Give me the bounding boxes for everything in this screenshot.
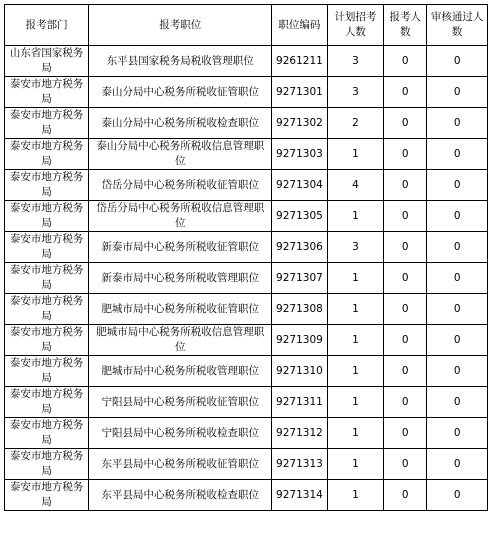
cell-dept: 泰安市地方税务局 xyxy=(5,263,89,294)
cell-applied: 0 xyxy=(384,387,427,418)
cell-passed: 0 xyxy=(427,480,488,511)
cell-dept: 泰安市地方税务局 xyxy=(5,387,89,418)
cell-applied: 0 xyxy=(384,108,427,139)
cell-dept: 泰安市地方税务局 xyxy=(5,418,89,449)
cell-applied: 0 xyxy=(384,263,427,294)
cell-position: 东平县局中心税务所税收检查职位 xyxy=(89,480,272,511)
cell-applied: 0 xyxy=(384,294,427,325)
cell-position: 东平县国家税务局税收管理职位 xyxy=(89,46,272,77)
cell-passed: 0 xyxy=(427,356,488,387)
cell-position: 肥城市局中心税务所税收征管职位 xyxy=(89,294,272,325)
cell-position: 宁阳县局中心税务所税收检查职位 xyxy=(89,418,272,449)
cell-dept: 泰安市地方税务局 xyxy=(5,449,89,480)
cell-plan: 3 xyxy=(327,77,384,108)
cell-code: 9271306 xyxy=(272,232,327,263)
cell-position: 肥城市局中心税务所税收管理职位 xyxy=(89,356,272,387)
table-row xyxy=(5,294,488,325)
cell-plan: 4 xyxy=(327,170,384,201)
cell-dept: 泰安市地方税务局 xyxy=(5,139,89,170)
cell-code: 9261211 xyxy=(272,46,327,77)
cell-passed: 0 xyxy=(427,77,488,108)
cell-applied: 0 xyxy=(384,77,427,108)
cell-code: 9271301 xyxy=(272,77,327,108)
cell-applied: 0 xyxy=(384,201,427,232)
cell-position: 岱岳分局中心税务所税收征管职位 xyxy=(89,170,272,201)
cell-plan: 3 xyxy=(327,46,384,77)
cell-code: 9271308 xyxy=(272,294,327,325)
cell-plan: 1 xyxy=(327,356,384,387)
table-header xyxy=(5,5,488,46)
cell-applied: 0 xyxy=(384,139,427,170)
cell-passed: 0 xyxy=(427,201,488,232)
cell-dept: 泰安市地方税务局 xyxy=(5,325,89,356)
table-row xyxy=(5,139,488,170)
cell-plan: 1 xyxy=(327,294,384,325)
recruitment-table xyxy=(4,4,488,511)
cell-applied: 0 xyxy=(384,480,427,511)
cell-position: 肥城市局中心税务所税收信息管理职位 xyxy=(89,325,272,356)
cell-passed: 0 xyxy=(427,418,488,449)
cell-code: 9271307 xyxy=(272,263,327,294)
table-row xyxy=(5,170,488,201)
table-row xyxy=(5,46,488,77)
cell-dept: 泰安市地方税务局 xyxy=(5,294,89,325)
cell-dept: 泰安市地方税务局 xyxy=(5,232,89,263)
cell-code: 9271304 xyxy=(272,170,327,201)
table-row xyxy=(5,108,488,139)
cell-plan: 1 xyxy=(327,139,384,170)
cell-dept: 泰安市地方税务局 xyxy=(5,77,89,108)
cell-position: 新泰市局中心税务所税收管理职位 xyxy=(89,263,272,294)
table-row xyxy=(5,480,488,511)
cell-plan: 1 xyxy=(327,325,384,356)
cell-position: 泰山分局中心税务所税收信息管理职位 xyxy=(89,139,272,170)
cell-position: 宁阳县局中心税务所税收征管职位 xyxy=(89,387,272,418)
cell-applied: 0 xyxy=(384,46,427,77)
cell-applied: 0 xyxy=(384,418,427,449)
table-row xyxy=(5,201,488,232)
table-row xyxy=(5,232,488,263)
cell-position: 新泰市局中心税务所税收征管职位 xyxy=(89,232,272,263)
cell-plan: 2 xyxy=(327,108,384,139)
cell-dept: 泰安市地方税务局 xyxy=(5,170,89,201)
header-applied: 报考人数 xyxy=(384,5,427,46)
cell-plan: 1 xyxy=(327,263,384,294)
header-plan: 计划招考人数 xyxy=(327,5,384,46)
cell-code: 9271302 xyxy=(272,108,327,139)
cell-code: 9271309 xyxy=(272,325,327,356)
header-row xyxy=(5,5,488,46)
cell-plan: 1 xyxy=(327,201,384,232)
cell-plan: 1 xyxy=(327,449,384,480)
cell-plan: 1 xyxy=(327,418,384,449)
cell-position: 东平县局中心税务所税收征管职位 xyxy=(89,449,272,480)
header-position: 报考职位 xyxy=(89,5,272,46)
table-row xyxy=(5,418,488,449)
cell-code: 9271311 xyxy=(272,387,327,418)
cell-code: 9271303 xyxy=(272,139,327,170)
cell-plan: 3 xyxy=(327,232,384,263)
cell-code: 9271305 xyxy=(272,201,327,232)
cell-applied: 0 xyxy=(384,170,427,201)
cell-passed: 0 xyxy=(427,232,488,263)
cell-dept: 泰安市地方税务局 xyxy=(5,356,89,387)
cell-applied: 0 xyxy=(384,449,427,480)
cell-code: 9271313 xyxy=(272,449,327,480)
cell-passed: 0 xyxy=(427,294,488,325)
table-row xyxy=(5,325,488,356)
cell-position: 岱岳分局中心税务所税收信息管理职位 xyxy=(89,201,272,232)
cell-plan: 1 xyxy=(327,480,384,511)
cell-applied: 0 xyxy=(384,325,427,356)
cell-dept: 山东省国家税务局 xyxy=(5,46,89,77)
cell-passed: 0 xyxy=(427,387,488,418)
cell-code: 9271314 xyxy=(272,480,327,511)
table-row xyxy=(5,387,488,418)
cell-passed: 0 xyxy=(427,46,488,77)
cell-dept: 泰安市地方税务局 xyxy=(5,108,89,139)
header-code: 职位编码 xyxy=(272,5,327,46)
table-body xyxy=(5,46,488,511)
cell-passed: 0 xyxy=(427,325,488,356)
cell-dept: 泰安市地方税务局 xyxy=(5,201,89,232)
table-row xyxy=(5,77,488,108)
cell-applied: 0 xyxy=(384,356,427,387)
header-dept: 报考部门 xyxy=(5,5,89,46)
header-passed: 审核通过人数 xyxy=(427,5,488,46)
table-row xyxy=(5,356,488,387)
cell-position: 泰山分局中心税务所税收检查职位 xyxy=(89,108,272,139)
cell-plan: 1 xyxy=(327,387,384,418)
cell-applied: 0 xyxy=(384,232,427,263)
cell-passed: 0 xyxy=(427,170,488,201)
cell-code: 9271312 xyxy=(272,418,327,449)
table-row xyxy=(5,449,488,480)
cell-dept: 泰安市地方税务局 xyxy=(5,480,89,511)
cell-passed: 0 xyxy=(427,449,488,480)
cell-position: 泰山分局中心税务所税收征管职位 xyxy=(89,77,272,108)
cell-code: 9271310 xyxy=(272,356,327,387)
cell-passed: 0 xyxy=(427,139,488,170)
cell-passed: 0 xyxy=(427,263,488,294)
cell-passed: 0 xyxy=(427,108,488,139)
table-row xyxy=(5,263,488,294)
